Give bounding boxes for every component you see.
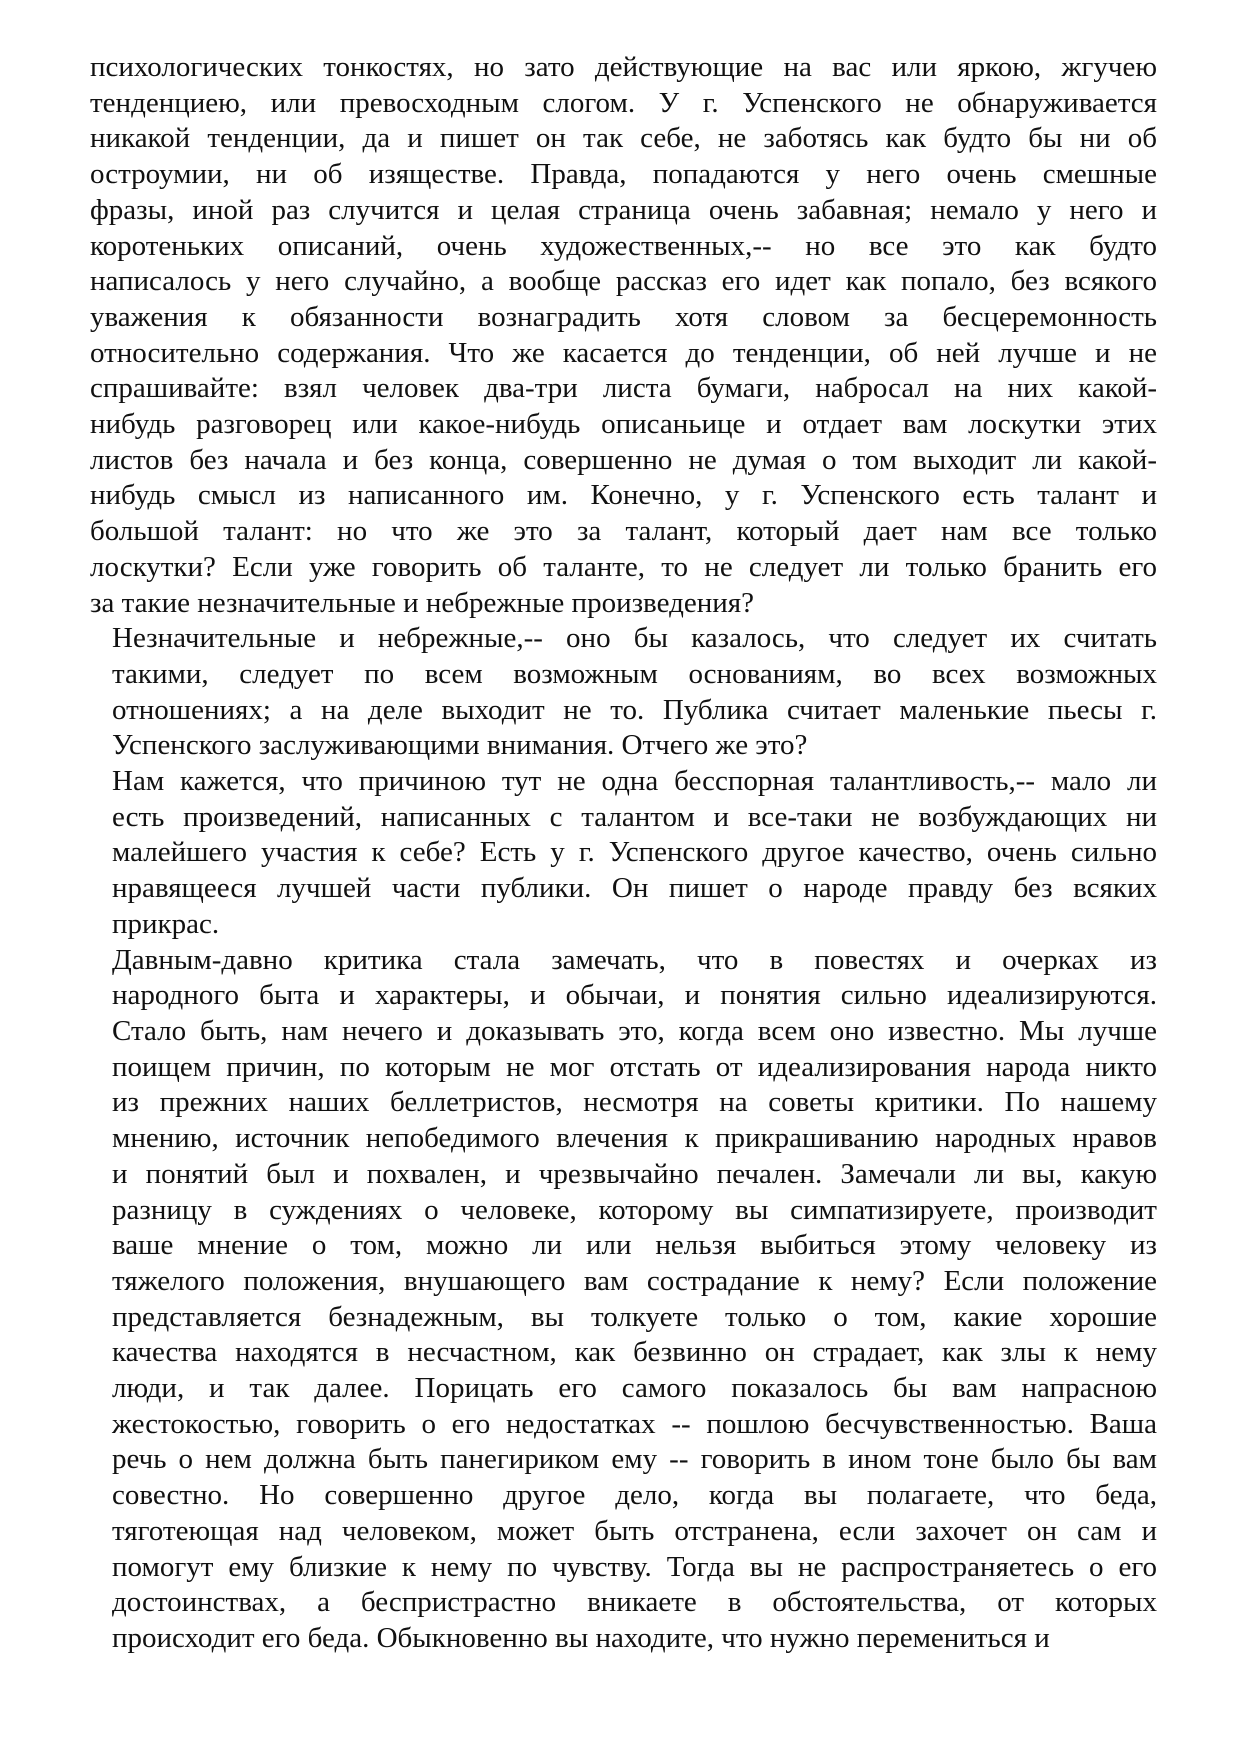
document-page	[90, 50, 1157, 1657]
text-line: листов без начала и без конца, совершенно не думая о том выходит ли какой-	[90, 443, 1157, 476]
text-line: коротеньких описаний, очень художественных,-- но все это как будто	[90, 229, 1157, 262]
text-line: представляется безнадежным, вы толкуете только о том, какие хорошие	[112, 1300, 1157, 1333]
text-line: за такие незначительные и небрежные произведения?	[90, 586, 754, 619]
text-line: речь о нем должна быть панегириком ему -- говорить в ином тоне было бы вам	[112, 1443, 1157, 1476]
text-line: тяготеющая над человеком, может быть отстранена, если захочет он сам и	[112, 1514, 1157, 1547]
text-line: качества находятся в несчастном, как безвинно он страдает, как злы к нему	[112, 1336, 1157, 1369]
text-line: и понятий был и похвален, и чрезвычайно печален. Замечали ли вы, какую	[112, 1157, 1157, 1190]
paragraph-1	[90, 50, 1157, 621]
text-line: Незначительные и небрежные,-- оно бы казалось, что следует их считать	[112, 622, 1157, 655]
text-line: Успенского заслуживающими внимания. Отчего же это?	[112, 729, 808, 762]
text-line: малейшего участия к себе? Есть у г. Успенского другое качество, очень сильно	[112, 836, 1157, 869]
text-line: Нам кажется, что причиною тут не одна бесспорная талантливость,-- мало ли	[112, 765, 1157, 798]
text-line: большой талант: но что же это за талант, который дает нам все только	[90, 515, 1157, 548]
text-line: отношениях; а на деле выходит не то. Публика считает маленькие пьесы г.	[112, 693, 1157, 726]
text-line: поищем причин, по которым не мог отстать от идеализирования народа никто	[112, 1050, 1157, 1083]
text-line: нибудь разговорец или какое-нибудь описаньице и отдает вам лоскутки этих	[90, 408, 1157, 441]
paragraph-3	[90, 764, 1157, 943]
text-line: прикрас.	[112, 907, 220, 940]
text-line: фразы, иной раз случится и целая страница очень забавная; немало у него и	[90, 193, 1157, 226]
text-line: остроумии, ни об изяществе. Правда, попадаются у него очень смешные	[90, 158, 1157, 191]
text-line: достоинствах, а беспристрастно вникаете в обстоятельства, от которых	[112, 1586, 1157, 1619]
text-line: жестокостью, говорить о его недостатках -- пошлою бесчувственностью. Ваша	[112, 1407, 1157, 1440]
text-line: народного быта и характеры, и обычаи, и понятия сильно идеализируются.	[112, 979, 1157, 1012]
text-line: совестно. Но совершенно другое дело, когда вы полагаете, что беда,	[112, 1479, 1157, 1512]
text-line: люди, и так далее. Порицать его самого показалось бы вам напрасною	[112, 1372, 1157, 1405]
text-line: мнению, источник непобедимого влечения к прикрашиванию народных нравов	[112, 1122, 1157, 1155]
paragraph-2	[90, 621, 1157, 764]
text-line: есть произведений, написанных с талантом и все-таки не возбуждающих ни	[112, 800, 1157, 833]
text-line: такими, следует по всем возможным основаниям, во всех возможных	[112, 657, 1157, 690]
text-line: относительно содержания. Что же касается до тенденции, об ней лучше и не	[90, 336, 1157, 369]
text-line: тенденциею, или превосходным слогом. У г. Успенского не обнаруживается	[90, 86, 1157, 119]
paragraph-4	[90, 943, 1157, 1657]
text-line: психологических тонкостях, но зато действующие на вас или яркою, жгучею	[90, 51, 1157, 83]
text-line: помогут ему близкие к нему по чувству. Тогда вы не распространяетесь о его	[112, 1550, 1157, 1583]
text-line: Давным-давно критика стала замечать, что в повестях и очерках из	[112, 943, 1157, 976]
text-line: происходит его беда. Обыкновенно вы находите, что нужно перемениться и	[112, 1621, 1050, 1654]
text-line: написалось у него случайно, а вообще рассказ его идет как попало, без всякого	[90, 265, 1157, 298]
text-line: нибудь смысл из написанного им. Конечно, у г. Успенского есть талант и	[90, 479, 1157, 512]
text-line: нравящееся лучшей части публики. Он пишет о народе правду без всяких	[112, 872, 1157, 905]
text-line: из прежних наших беллетристов, несмотря на советы критики. По нашему	[112, 1086, 1157, 1119]
text-line: ваше мнение о том, можно ли или нельзя выбиться этому человеку из	[112, 1229, 1157, 1262]
text-line: никакой тенденции, да и пишет он так себе, не заботясь как будто бы ни об	[90, 122, 1157, 155]
text-line: разницу в суждениях о человеке, которому вы симпатизируете, производит	[112, 1193, 1157, 1226]
text-line: лоскутки? Если уже говорить об таланте, то не следует ли только бранить его	[90, 550, 1157, 583]
text-line: спрашивайте: взял человек два-три листа бумаги, набросал на них какой-	[90, 372, 1157, 405]
text-line: Стало быть, нам нечего и доказывать это, когда всем оно известно. Мы лучше	[112, 1014, 1157, 1047]
text-line: уважения к обязанности вознаградить хотя словом за бесцеремонность	[90, 300, 1157, 333]
text-line: тяжелого положения, внушающего вам сострадание к нему? Если положение	[112, 1264, 1157, 1297]
